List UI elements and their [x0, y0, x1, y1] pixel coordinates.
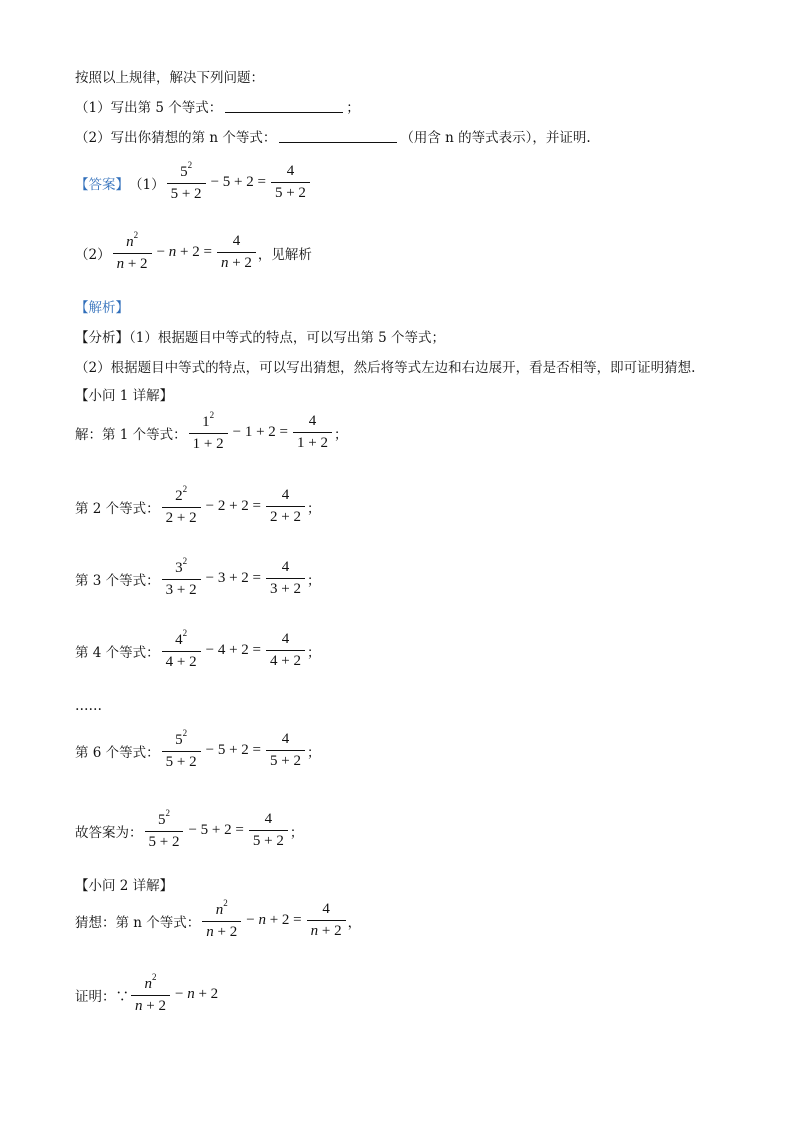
- answer-part-2: （2） $\frac{n^2}{n + 2}$ − n + 2 = $\frac{4}{n + 2}$ ，见解析: [75, 230, 312, 272]
- equation-2: 第 2 个等式： $\frac{2^2}{2 + 2}$ − 2 + 2 = $\frac{4}{2 + 2}$ ；: [75, 484, 321, 526]
- answer-blank-1[interactable]: [225, 100, 343, 113]
- answer-tag: 【答案】: [75, 176, 129, 193]
- answer-part-1: 【答案】 （1） $\frac{5^2}{5 + 2}$ − 5 + 2 = $\frac{4}{5 + 2}$: [75, 162, 312, 203]
- analysis-1: 【分析】（1）根据题目中等式的特点，可以写出第 5 个等式；: [75, 330, 446, 346]
- conclusion: 故答案为： $\frac{5^2}{5 + 2}$ − 5 + 2 = $\frac{4}{5 + 2}$ ；: [75, 808, 304, 850]
- question-2: （2）写出你猜想的第 n 个等式： （用含 n 的等式表示），并证明.: [75, 130, 591, 146]
- equation-6: 第 6 个等式： $\frac{5^2}{5 + 2}$ − 5 + 2 = $\frac{4}{5 + 2}$ ；: [75, 728, 321, 770]
- equation-1: 解：第 1 个等式： $\frac{1^2}{1 + 2}$ − 1 + 2 = $\frac{4}{1 + 2}$ ；: [75, 410, 348, 452]
- analysis-2: （2）根据题目中等式的特点，可以写出猜想，然后将等式左边和右边展开，看是否相等，即可证明猜想.: [75, 360, 696, 376]
- subquestion-2-title: 【小问 2 详解】: [75, 878, 174, 894]
- equation-3: 第 3 个等式： $\frac{3^2}{3 + 2}$ − 3 + 2 = $\frac{4}{3 + 2}$ ；: [75, 556, 321, 598]
- intro-line: 按照以上规律，解决下列问题：: [75, 70, 264, 86]
- equation-4: 第 4 个等式： $\frac{4^2}{4 + 2}$ − 4 + 2 = $\frac{4}{4 + 2}$ ；: [75, 628, 321, 670]
- ellipsis: ……: [75, 698, 102, 714]
- analysis-tag: 【解析】: [75, 300, 129, 316]
- question-1: （1）写出第 5 个等式： ；: [75, 100, 360, 116]
- answer-blank-2[interactable]: [279, 130, 397, 143]
- subquestion-1-title: 【小问 1 详解】: [75, 388, 174, 404]
- guess-equation: 猜想：第 n 个等式： $\frac{n^2}{n + 2}$ − n + 2 = $\frac{4}{n + 2}$ ，: [75, 898, 362, 940]
- proof-line: 证明：∵ $\frac{n^2}{n + 2}$ − n + 2: [75, 972, 219, 1014]
